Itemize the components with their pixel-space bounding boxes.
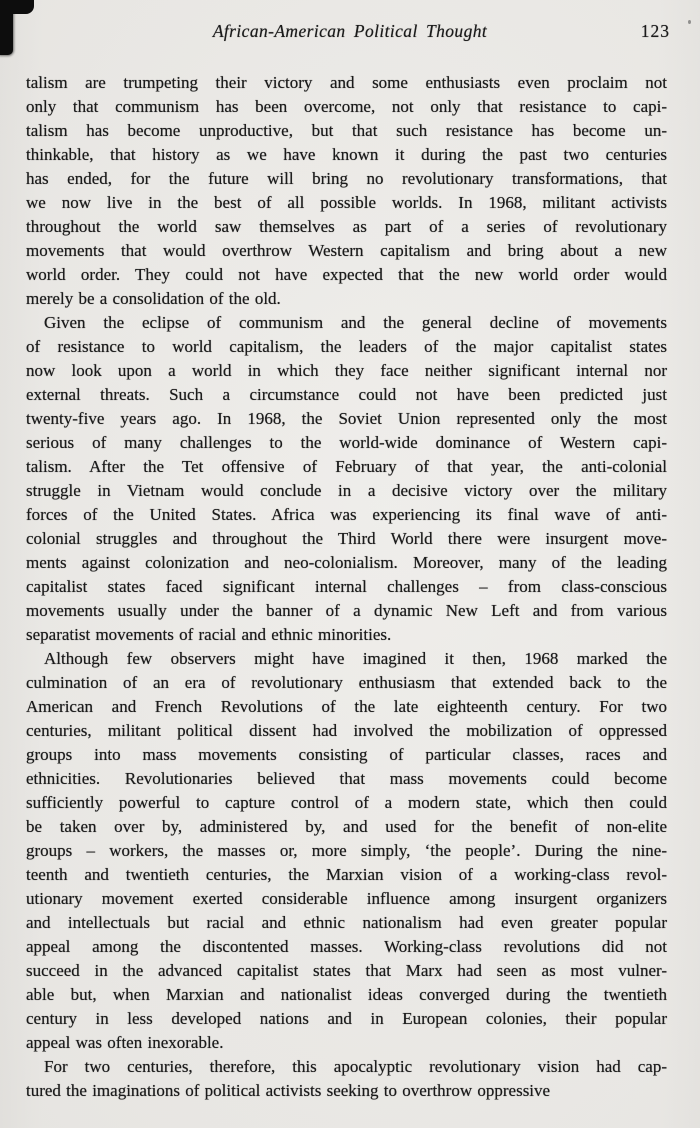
text-line: For two centuries, therefore, this apocalyptic revolutionary vision had cap- — [44, 1057, 667, 1076]
paragraph — [26, 1055, 667, 1103]
page-body — [26, 71, 667, 1103]
text-line: ments against colonization and neo-colonialism. Moreover, many of the leading — [26, 553, 667, 572]
text-line: able but, when Marxian and nationalist ideas converged during the twentieth — [26, 985, 667, 1004]
scan-corner-artifact — [0, 0, 13, 55]
running-title: African-American Political Thought — [212, 21, 488, 41]
text-line: movements that would overthrow Western capitalism and bring about a new — [26, 241, 667, 260]
text-line: American and French Revolutions of the late eighteenth century. For two — [26, 697, 667, 716]
page-number: 123 — [640, 21, 670, 41]
text-line: talism are trumpeting their victory and some enthusiasts even proclaim not — [26, 73, 667, 92]
text-line: and intellectuals but racial and ethnic nationalism had even greater popular — [26, 913, 667, 932]
text-line: talism has become unproductive, but that such resistance has become un- — [26, 121, 667, 140]
text-line: talism. After the Tet offensive of February of that year, the anti-colonial — [26, 457, 667, 476]
text-line: world order. They could not have expected that the new world order would — [26, 265, 667, 284]
text-line: culmination of an era of revolutionary enthusiasm that extended back to the — [26, 673, 667, 692]
text-line: centuries, militant political dissent had involved the mobilization of oppressed — [26, 721, 667, 740]
text-line: sufficiently powerful to capture control of a modern state, which then could — [26, 793, 667, 812]
text-line: struggle in Vietnam would conclude in a decisive victory over the military — [26, 481, 667, 500]
text-line: capitalist states faced significant internal challenges – from class-conscious — [26, 577, 667, 596]
page-header — [26, 21, 674, 45]
text-line: only that communism has been overcome, not only that resistance to capi- — [26, 97, 667, 116]
text-line: appeal among the discontented masses. Working-class revolutions did not — [26, 937, 667, 956]
text-line: movements usually under the banner of a dynamic New Left and from various — [26, 601, 667, 620]
text-line: forces of the United States. Africa was experiencing its final wave of anti- — [26, 505, 667, 524]
text-line: of resistance to world capitalism, the leaders of the major capitalist states — [26, 337, 667, 356]
paragraph — [26, 71, 667, 311]
text-line: teenth and twentieth centuries, the Marxian vision of a working-class revol- — [26, 865, 667, 884]
text-line: appeal was often inexorable. — [26, 1033, 224, 1052]
text-line: twenty-five years ago. In 1968, the Soviet Union represented only the most — [26, 409, 667, 428]
text-line: serious of many challenges to the world-wide dominance of Western capi- — [26, 433, 667, 452]
text-line: century in less developed nations and in European colonies, their popular — [26, 1009, 667, 1028]
scan-speck — [688, 20, 691, 24]
text-line: thinkable, that history as we have known it during the past two centuries — [26, 145, 667, 164]
text-line: throughout the world saw themselves as part of a series of revolutionary — [26, 217, 667, 236]
text-line: we now live in the best of all possible worlds. In 1968, militant activists — [26, 193, 667, 212]
text-line: merely be a consolidation of the old. — [26, 289, 281, 308]
text-line: separatist movements of racial and ethnic minorities. — [26, 625, 392, 644]
paragraph — [26, 647, 667, 1055]
text-line: utionary movement exerted considerable influence among insurgent organizers — [26, 889, 667, 908]
text-line: has ended, for the future will bring no revolutionary transformations, that — [26, 169, 667, 188]
text-line: succeed in the advanced capitalist states that Marx had seen as most vulner- — [26, 961, 667, 980]
text-line: colonial struggles and throughout the Third World there were insurgent move- — [26, 529, 667, 548]
text-line: Although few observers might have imagined it then, 1968 marked the — [44, 649, 667, 668]
text-line: ethnicities. Revolutionaries believed that mass movements could become — [26, 769, 667, 788]
text-line: groups into mass movements consisting of particular classes, races and — [26, 745, 667, 764]
text-line: now look upon a world in which they face neither significant internal nor — [26, 361, 667, 380]
paragraph — [26, 311, 667, 647]
text-line: be taken over by, administered by, and used for the benefit of non-elite — [26, 817, 667, 836]
text-line: tured the imaginations of political activists seeking to overthrow oppressive — [26, 1081, 551, 1100]
text-line: external threats. Such a circumstance could not have been predicted just — [26, 385, 667, 404]
text-line: groups – workers, the masses or, more simply, ‘the people’. During the nine- — [26, 841, 667, 860]
text-line: Given the eclipse of communism and the general decline of movements — [44, 313, 667, 332]
